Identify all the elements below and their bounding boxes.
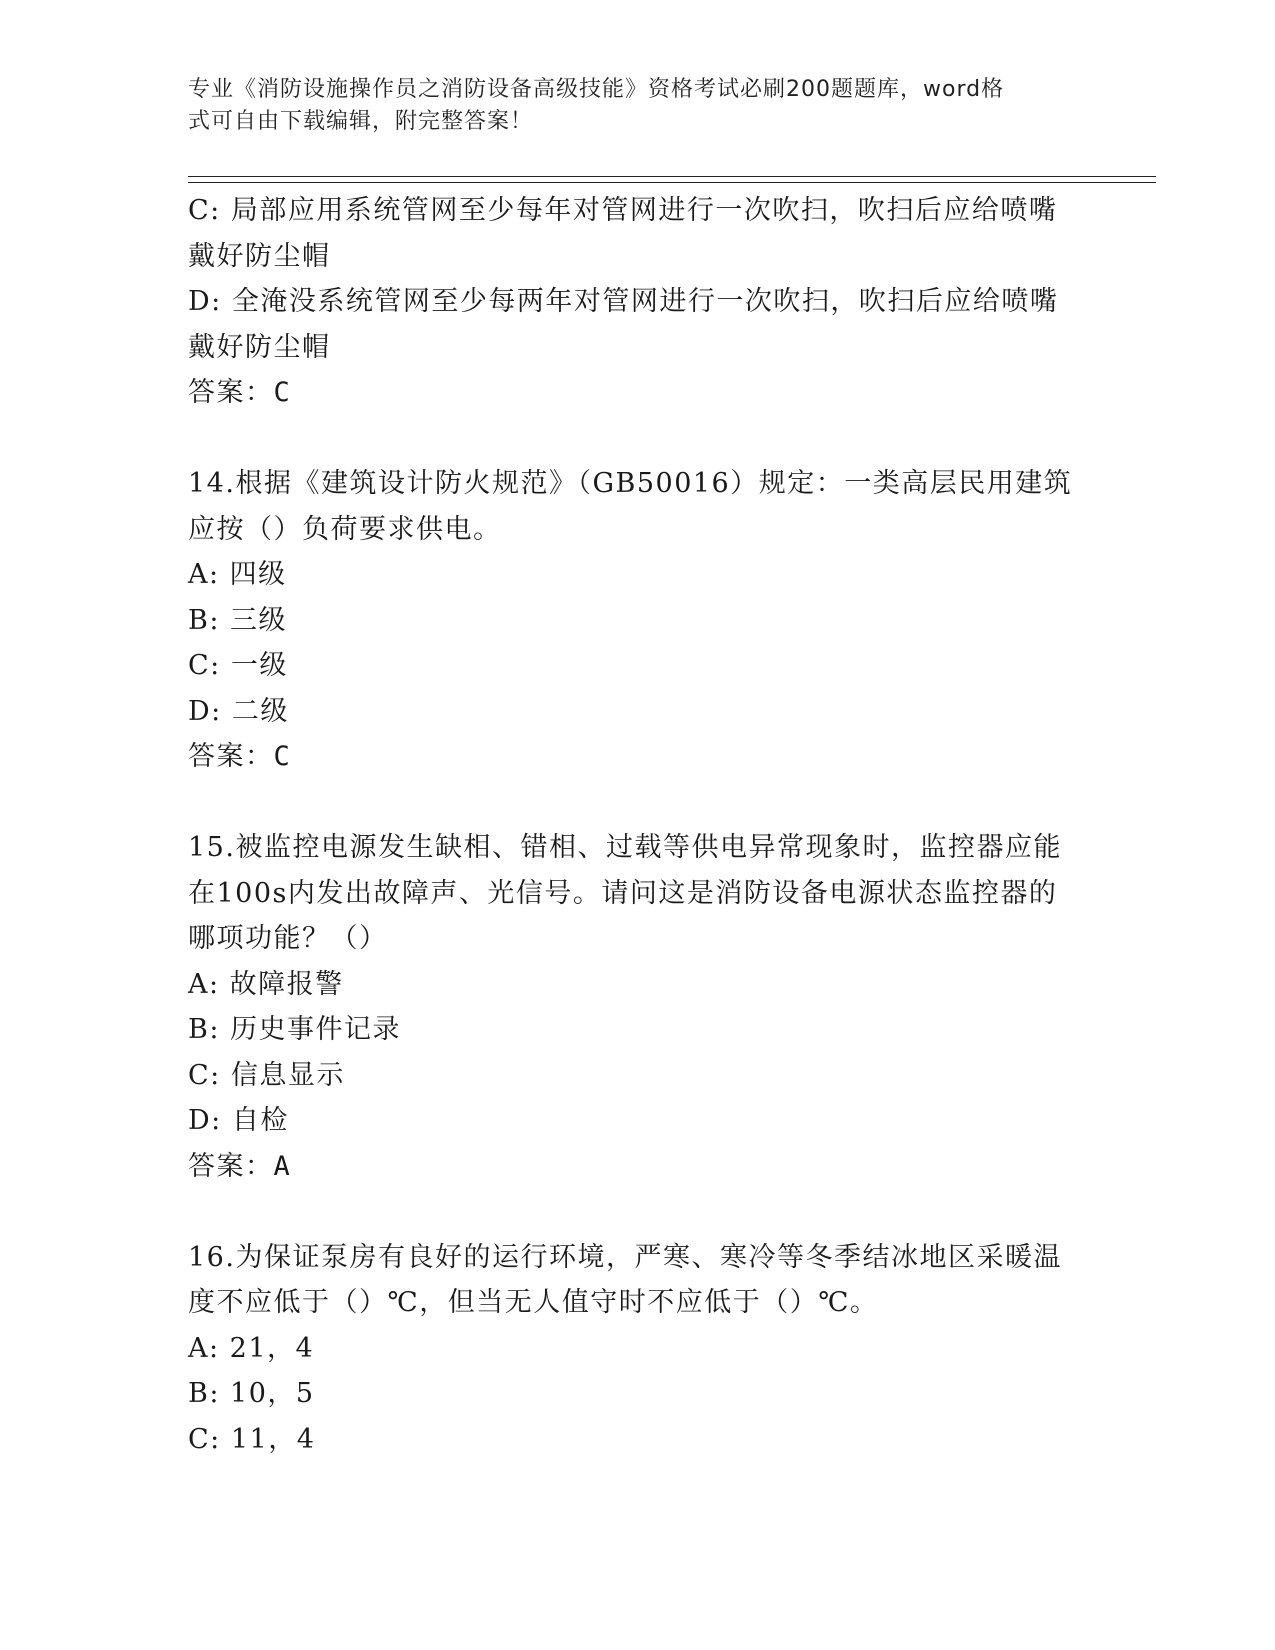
question-text-continued: 度不应低于（）℃，但当无人值守时不应低于（）℃。 <box>188 1287 879 1318</box>
question-16 <box>188 1235 1088 1463</box>
question-text: 16.为保证泵房有良好的运行环境，严寒、寒冷等冬季结冰地区采暖温 <box>188 1241 1062 1273</box>
answer-line <box>188 1144 1088 1190</box>
option-a: A: 故障报警 <box>188 968 344 1000</box>
answer-line <box>188 370 1088 416</box>
answer-label: 答案： <box>188 377 274 408</box>
option-a: A: 21，4 <box>188 1332 315 1364</box>
option-c-continued: 戴好防尘帽 <box>188 240 331 272</box>
document-header <box>188 74 1068 138</box>
header-line-2: 式可自由下载编辑，附完整答案！ <box>188 109 534 134</box>
answer-label: 答案： <box>188 1150 274 1182</box>
question-text: 14.根据《建筑设计防火规范》（GB50016）规定：一类高层民用建筑 <box>188 468 1073 499</box>
option-b: B: 三级 <box>188 604 288 636</box>
question-text-continued: 在100s内发出故障声、光信号。请问这是消防设备电源状态监控器的 <box>188 877 1058 909</box>
option-a: A: 四级 <box>188 559 287 590</box>
question-13-tail <box>188 188 1088 416</box>
question-text-continued: 应按（）负荷要求供电。 <box>188 513 502 545</box>
option-d: D: 全淹没系统管网至少每两年对管网进行一次吹扫，吹扫后应给喷嘴 <box>188 286 1059 317</box>
option-c: C: 一级 <box>188 650 288 681</box>
question-15 <box>188 825 1088 1189</box>
option-d-continued: 戴好防尘帽 <box>188 331 331 363</box>
answer-value: C <box>273 377 292 408</box>
option-c: C: 信息显示 <box>188 1059 345 1091</box>
answer-value: C <box>273 741 292 772</box>
spacer <box>188 780 1088 826</box>
question-text: 15.被监控电源发生缺相、错相、过载等供电异常现象时，监控器应能 <box>188 832 1062 863</box>
header-divider-bottom <box>188 182 1156 183</box>
answer-line <box>188 734 1088 780</box>
option-d: D: 二级 <box>188 695 289 727</box>
option-c: C: 局部应用系统管网至少每年对管网进行一次吹扫，吹扫后应给喷嘴 <box>188 195 1058 226</box>
option-d: D: 自检 <box>188 1105 289 1136</box>
answer-label: 答案： <box>188 741 274 772</box>
spacer <box>188 1189 1088 1235</box>
option-c: C: 11，4 <box>188 1423 316 1455</box>
question-text-continued: 哪项功能？（） <box>188 923 388 954</box>
question-content <box>188 188 1088 1462</box>
answer-value: A <box>273 1150 292 1182</box>
header-line-1: 专业《消防设施操作员之消防设备高级技能》资格考试必刷200题题库，word格 <box>188 77 1005 102</box>
question-14 <box>188 461 1088 780</box>
option-b: B: 历史事件记录 <box>188 1014 402 1045</box>
header-divider-top <box>188 176 1156 177</box>
spacer <box>188 416 1088 462</box>
option-b: B: 10，5 <box>188 1378 315 1409</box>
